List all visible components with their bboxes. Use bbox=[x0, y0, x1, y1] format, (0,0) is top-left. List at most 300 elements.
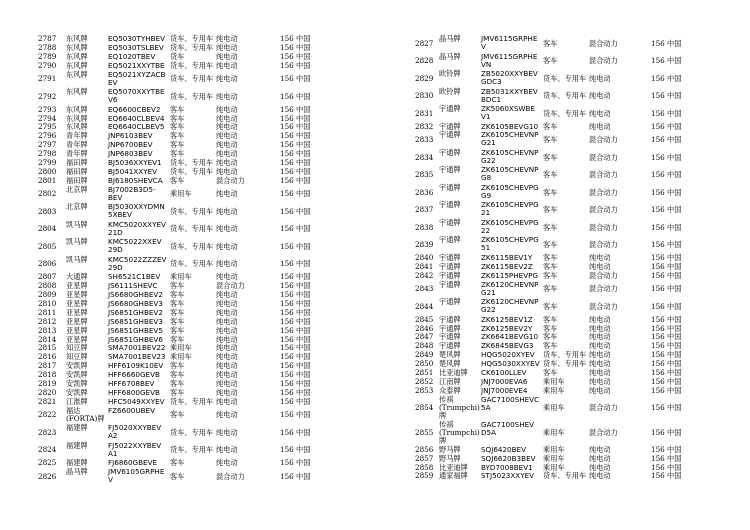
cell-no: 2795 bbox=[38, 122, 57, 132]
cell-no: 2809 bbox=[38, 290, 57, 299]
cell-brand: 福田牌 bbox=[66, 175, 88, 185]
cell-model: ZB5020XXYBEV GDC3 bbox=[481, 69, 538, 86]
cell-brand: 东风牌 bbox=[66, 51, 88, 61]
cell-no: 2829 bbox=[415, 73, 434, 83]
cell-no: 2792 bbox=[38, 91, 57, 101]
cell-power: 纯电动 bbox=[216, 158, 238, 167]
cell-type: 货车、专用车 bbox=[543, 108, 587, 118]
cell-model: FJ5020XXYBEV A2 bbox=[108, 423, 162, 441]
cell-cat: 156 中国 bbox=[651, 135, 682, 145]
cell-power: 纯电动 bbox=[216, 259, 238, 269]
cell-type: 乘用车 bbox=[543, 444, 565, 454]
cell-cat: 156 中国 bbox=[280, 361, 311, 371]
cell-cat: 156 中国 bbox=[651, 385, 682, 395]
cell-brand: 江南牌 bbox=[439, 376, 461, 386]
cell-model: JS6851GHBEV6 bbox=[108, 334, 163, 344]
cell-power: 纯电动 bbox=[216, 131, 238, 141]
cell-power: 纯电动 bbox=[216, 224, 238, 234]
cell-type: 客车 bbox=[543, 341, 558, 351]
cell-brand: 晶马牌 bbox=[439, 34, 461, 43]
cell-type: 货车、专用车 bbox=[543, 359, 587, 369]
cell-type: 客车 bbox=[543, 261, 558, 271]
cell-model: STJ5023XXYEV bbox=[481, 471, 535, 481]
cell-cat: 156 中国 bbox=[280, 149, 311, 159]
cell-model: JS6680GHBEV2 bbox=[108, 290, 163, 299]
cell-model: ZK6105CHEVPG 21 bbox=[481, 200, 539, 218]
cell-type: 客车 bbox=[170, 140, 185, 150]
cell-model: ZK6105CHEVNP G21 bbox=[481, 130, 539, 148]
cell-cat: 156 中国 bbox=[651, 108, 682, 118]
cell-type: 客车 bbox=[543, 152, 558, 162]
cell-no: 2815 bbox=[38, 343, 57, 353]
cell-power: 混合动力 bbox=[589, 135, 618, 145]
cell-brand: 亚星牌 bbox=[66, 307, 88, 317]
cell-model: EQ6640CLBEV4 bbox=[108, 113, 165, 123]
cell-brand: 亚星牌 bbox=[66, 334, 88, 344]
cell-type: 客车 bbox=[170, 122, 185, 132]
cell-type: 货车、专用车 bbox=[170, 206, 214, 216]
cell-brand: 宇通牌 bbox=[439, 165, 461, 175]
cell-model: ZK6105CHEVPG 51 bbox=[481, 235, 539, 253]
cell-brand: 传祺 (Trumpchi) 牌 bbox=[439, 419, 480, 445]
cell-model: SMA7001BEV23 bbox=[108, 352, 166, 362]
cell-brand: 众泰牌 bbox=[439, 385, 461, 395]
cell-type: 货车、专用车 bbox=[170, 34, 214, 43]
cell-cat: 156 中国 bbox=[651, 368, 682, 377]
cell-brand: 亚星牌 bbox=[66, 281, 88, 291]
cell-brand: 青年牌 bbox=[66, 140, 88, 150]
cell-brand: 宇通牌 bbox=[439, 261, 461, 271]
cell-model: HFF6660GEVB bbox=[108, 370, 160, 380]
cell-type: 乘用车 bbox=[170, 189, 192, 199]
cell-cat: 156 中国 bbox=[651, 332, 682, 342]
cell-model: ZK6105BEVG10 bbox=[481, 121, 539, 131]
cell-model: CK6100LLEV bbox=[481, 368, 527, 377]
cell-model: EQ5030TSLBEV bbox=[108, 42, 164, 52]
cell-model: HFF6708BEV bbox=[108, 379, 155, 388]
cell-type: 乘用车 bbox=[543, 453, 565, 463]
cell-brand: 楚风牌 bbox=[439, 359, 461, 369]
cell-type: 乘用车 bbox=[543, 403, 565, 413]
cell-model: JMV6115GRPHE V bbox=[481, 34, 538, 51]
cell-model: JS6851GHBEV3 bbox=[108, 316, 163, 326]
cell-model: ZK5060XSWBE V1 bbox=[481, 104, 535, 121]
cell-power: 纯电动 bbox=[216, 166, 238, 176]
cell-type: 客车 bbox=[170, 334, 185, 344]
cell-type: 客车 bbox=[170, 325, 185, 335]
cell-brand: 知豆牌 bbox=[66, 343, 88, 353]
cell-brand: 东风牌 bbox=[66, 113, 88, 123]
cell-brand: 宇通牌 bbox=[439, 341, 461, 351]
cell-cat: 156 中国 bbox=[651, 471, 682, 481]
cell-model: SQJ6620B3BEV bbox=[481, 453, 536, 463]
cell-brand: 东风牌 bbox=[66, 69, 88, 79]
cell-no: 2798 bbox=[38, 149, 57, 159]
cell-brand: 欧铃牌 bbox=[439, 86, 461, 96]
cell-no: 2846 bbox=[415, 323, 434, 333]
cell-type: 客车 bbox=[170, 370, 185, 380]
cell-no: 2800 bbox=[38, 166, 57, 176]
cell-type: 客车 bbox=[543, 252, 558, 262]
cell-power: 纯电动 bbox=[216, 361, 238, 371]
cell-power: 纯电动 bbox=[589, 108, 611, 118]
cell-no: 2859 bbox=[415, 471, 434, 481]
cell-no: 2832 bbox=[415, 121, 434, 131]
cell-power: 混合动力 bbox=[216, 281, 245, 291]
cell-cat: 156 中国 bbox=[280, 379, 311, 388]
cell-type: 客车 bbox=[543, 187, 558, 197]
cell-no: 2856 bbox=[415, 444, 434, 454]
cell-no: 2853 bbox=[415, 385, 434, 395]
cell-type: 客车 bbox=[543, 284, 558, 294]
cell-model: ZK6115BEV1Y bbox=[481, 252, 533, 262]
cell-type: 乘用车 bbox=[543, 376, 565, 386]
cell-type: 客车 bbox=[543, 135, 558, 145]
cell-type: 客车 bbox=[543, 222, 558, 232]
cell-brand: 东风牌 bbox=[66, 34, 88, 43]
cell-brand: 宇通牌 bbox=[439, 217, 461, 227]
cell-brand: 晶马牌 bbox=[439, 51, 461, 61]
cell-model: JS6111SHEVC bbox=[108, 281, 158, 291]
cell-type: 乘用车 bbox=[170, 352, 192, 362]
cell-power: 纯电动 bbox=[589, 332, 611, 342]
cell-cat: 156 中国 bbox=[280, 131, 311, 141]
cell-brand: 亚星牌 bbox=[66, 325, 88, 335]
cell-cat: 156 中国 bbox=[651, 444, 682, 454]
cell-cat: 156 中国 bbox=[280, 42, 311, 52]
cell-cat: 156 中国 bbox=[280, 91, 311, 101]
cell-cat: 156 中国 bbox=[651, 121, 682, 131]
cell-brand: 宇通牌 bbox=[439, 200, 461, 210]
cell-model: EQ1020TBEV bbox=[108, 51, 156, 61]
cell-type: 货车、专用车 bbox=[543, 471, 587, 481]
cell-power: 纯电动 bbox=[589, 314, 611, 324]
cell-brand: 东风牌 bbox=[66, 104, 88, 114]
cell-cat: 156 中国 bbox=[651, 261, 682, 271]
cell-cat: 156 中国 bbox=[280, 140, 311, 150]
cell-power: 纯电动 bbox=[216, 396, 238, 406]
cell-brand: 青年牌 bbox=[66, 149, 88, 159]
cell-brand: 宇通牌 bbox=[439, 182, 461, 192]
cell-no: 2803 bbox=[38, 206, 57, 216]
cell-model: EQ5021XYZACB EV bbox=[108, 69, 166, 87]
cell-type: 客车 bbox=[170, 307, 185, 317]
cell-power: 混合动力 bbox=[589, 170, 618, 180]
cell-type: 客车 bbox=[543, 38, 558, 48]
cell-brand: 东风牌 bbox=[66, 42, 88, 52]
cell-type: 货车、专用车 bbox=[170, 74, 214, 84]
cell-cat: 156 中国 bbox=[651, 284, 682, 294]
cell-type: 客车 bbox=[170, 298, 185, 308]
cell-model: EQ6640CLBEV5 bbox=[108, 122, 165, 132]
cell-no: 2857 bbox=[415, 453, 434, 463]
cell-brand: 亚星牌 bbox=[66, 316, 88, 326]
cell-brand: 比亚迪牌 bbox=[439, 462, 468, 472]
cell-power: 纯电动 bbox=[589, 471, 611, 481]
cell-no: 2858 bbox=[415, 462, 434, 472]
cell-model: BJ7002B3D5- BEV bbox=[108, 184, 156, 202]
cell-brand: 通家福牌 bbox=[439, 471, 468, 481]
cell-no: 2842 bbox=[415, 270, 434, 280]
cell-no: 2819 bbox=[38, 379, 57, 388]
cell-type: 客车 bbox=[543, 121, 558, 131]
cell-power: 纯电动 bbox=[216, 343, 238, 353]
cell-cat: 156 中国 bbox=[280, 259, 311, 269]
cell-cat: 156 中国 bbox=[280, 189, 311, 199]
cell-model: ZK6641BEVG10 bbox=[481, 332, 539, 342]
cell-type: 客车 bbox=[543, 332, 558, 342]
cell-no: 2814 bbox=[38, 334, 57, 344]
cell-type: 客车 bbox=[170, 113, 185, 123]
cell-cat: 156 中国 bbox=[651, 56, 682, 66]
cell-cat: 156 中国 bbox=[651, 403, 682, 413]
cell-cat: 156 中国 bbox=[280, 343, 311, 353]
cell-model: BJ6180SHEVCA bbox=[108, 175, 163, 185]
cell-type: 乘用车 bbox=[170, 272, 192, 282]
cell-no: 2850 bbox=[415, 359, 434, 369]
cell-brand: 野马牌 bbox=[439, 453, 461, 463]
cell-model: JNJ7000EVE4 bbox=[481, 385, 528, 395]
cell-type: 客车 bbox=[170, 387, 185, 397]
cell-no: 2826 bbox=[38, 471, 57, 481]
cell-model: BJ5041XXYEV bbox=[108, 166, 158, 176]
cell-power: 纯电动 bbox=[216, 290, 238, 299]
cell-brand: 宇通牌 bbox=[439, 297, 461, 307]
cell-brand: 野马牌 bbox=[439, 444, 461, 454]
cell-type: 客车 bbox=[543, 270, 558, 280]
cell-no: 2847 bbox=[415, 332, 434, 342]
cell-power: 纯电动 bbox=[589, 444, 611, 454]
cell-type: 客车 bbox=[170, 281, 185, 291]
cell-power: 纯电动 bbox=[216, 410, 238, 420]
cell-cat: 156 中国 bbox=[280, 104, 311, 114]
cell-brand: 青年牌 bbox=[66, 131, 88, 141]
cell-type: 货车、专用车 bbox=[170, 91, 214, 101]
cell-model: HFF6800GEVB bbox=[108, 387, 160, 397]
cell-type: 货车、专用车 bbox=[543, 91, 587, 101]
cell-type: 客车 bbox=[170, 290, 185, 299]
cell-power: 纯电动 bbox=[216, 298, 238, 308]
cell-power: 纯电动 bbox=[216, 60, 238, 70]
cell-cat: 156 中国 bbox=[651, 240, 682, 250]
cell-cat: 156 中国 bbox=[651, 462, 682, 472]
cell-power: 纯电动 bbox=[589, 252, 611, 262]
cell-cat: 156 中国 bbox=[280, 334, 311, 344]
cell-brand: 东风牌 bbox=[66, 122, 88, 132]
cell-type: 客车 bbox=[170, 471, 185, 481]
cell-no: 2813 bbox=[38, 325, 57, 335]
cell-power: 纯电动 bbox=[216, 325, 238, 335]
cell-cat: 156 中国 bbox=[280, 122, 311, 132]
cell-no: 2811 bbox=[38, 307, 57, 317]
cell-power: 纯电动 bbox=[216, 241, 238, 251]
cell-cat: 156 中国 bbox=[280, 458, 311, 468]
cell-brand: 福达 (FORTA)牌 bbox=[66, 405, 105, 423]
cell-brand: 宇通牌 bbox=[439, 147, 461, 157]
cell-brand: 江淮牌 bbox=[66, 396, 88, 406]
cell-power: 混合动力 bbox=[589, 222, 618, 232]
cell-type: 客车 bbox=[170, 149, 185, 159]
cell-power: 纯电动 bbox=[589, 350, 611, 360]
cell-brand: 宇通牌 bbox=[439, 252, 461, 262]
cell-power: 纯电动 bbox=[589, 359, 611, 369]
cell-no: 2816 bbox=[38, 352, 57, 362]
cell-power: 混合动力 bbox=[589, 152, 618, 162]
cell-model: BJ5036XXYEV1 bbox=[108, 158, 162, 167]
cell-no: 2821 bbox=[38, 396, 57, 406]
cell-power: 纯电动 bbox=[216, 104, 238, 114]
cell-model: HQG5020XYEV bbox=[481, 350, 535, 360]
cell-power: 纯电动 bbox=[216, 42, 238, 52]
cell-brand: 东风牌 bbox=[66, 60, 88, 70]
cell-cat: 156 中国 bbox=[280, 427, 311, 437]
cell-type: 客车 bbox=[170, 410, 185, 420]
cell-cat: 156 中国 bbox=[651, 270, 682, 280]
cell-brand: 安凯牌 bbox=[66, 387, 88, 397]
cell-cat: 156 中国 bbox=[280, 60, 311, 70]
cell-type: 客车 bbox=[543, 314, 558, 324]
cell-no: 2807 bbox=[38, 272, 57, 282]
cell-type: 客车 bbox=[543, 56, 558, 66]
cell-cat: 156 中国 bbox=[651, 252, 682, 262]
cell-power: 纯电动 bbox=[589, 462, 611, 472]
cell-brand: 宇通牌 bbox=[439, 104, 461, 113]
cell-model: JS6851GHBEV5 bbox=[108, 325, 163, 335]
cell-power: 混合动力 bbox=[589, 56, 618, 66]
cell-cat: 156 中国 bbox=[651, 91, 682, 101]
cell-model: SMA7001BEV22 bbox=[108, 343, 166, 353]
cell-model: GAC7100SHEV D5A bbox=[481, 419, 535, 437]
cell-model: ZK6125BEV2Y bbox=[481, 323, 533, 333]
cell-cat: 156 中国 bbox=[651, 187, 682, 197]
cell-type: 货车、专用车 bbox=[543, 73, 587, 83]
cell-model: HQG5030XXYEV bbox=[481, 359, 540, 369]
cell-power: 纯电动 bbox=[589, 368, 611, 377]
cell-no: 2818 bbox=[38, 370, 57, 380]
cell-power: 纯电动 bbox=[589, 385, 611, 395]
cell-model: KMC5022XXEV 29D bbox=[108, 237, 162, 255]
cell-cat: 156 中国 bbox=[280, 445, 311, 455]
cell-model: ZB5031XXYBEV BDC1 bbox=[481, 86, 538, 104]
cell-model: FZ6600UBEV bbox=[108, 405, 155, 415]
cell-cat: 156 中国 bbox=[280, 370, 311, 380]
cell-no: 2827 bbox=[415, 38, 434, 48]
cell-power: 纯电动 bbox=[589, 73, 611, 83]
cell-no: 2796 bbox=[38, 131, 57, 141]
cell-type: 客车 bbox=[543, 323, 558, 333]
cell-cat: 156 中国 bbox=[651, 205, 682, 215]
cell-model: HFF6109K10EV bbox=[108, 361, 164, 371]
cell-brand: 亚星牌 bbox=[66, 298, 88, 308]
cell-power: 纯电动 bbox=[216, 189, 238, 199]
cell-no: 2836 bbox=[415, 187, 434, 197]
cell-no: 2849 bbox=[415, 350, 434, 360]
cell-cat: 156 中国 bbox=[280, 307, 311, 317]
cell-no: 2824 bbox=[38, 445, 57, 455]
cell-power: 纯电动 bbox=[216, 316, 238, 326]
cell-no: 2790 bbox=[38, 60, 57, 70]
cell-model: JNP6103BEV bbox=[108, 131, 153, 141]
cell-brand: 福建牌 bbox=[66, 423, 88, 433]
cell-power: 纯电动 bbox=[216, 352, 238, 362]
cell-no: 2839 bbox=[415, 240, 434, 250]
cell-no: 2802 bbox=[38, 189, 57, 199]
cell-brand: 凯马牌 bbox=[66, 254, 88, 264]
cell-cat: 156 中国 bbox=[651, 170, 682, 180]
cell-type: 乘用车 bbox=[543, 428, 565, 438]
cell-brand: 比亚迪牌 bbox=[439, 368, 468, 377]
cell-no: 2830 bbox=[415, 91, 434, 101]
cell-brand: 安凯牌 bbox=[66, 361, 88, 371]
cell-model: ZK6845BEVG3 bbox=[481, 341, 534, 351]
cell-type: 客车 bbox=[170, 361, 185, 371]
cell-no: 2789 bbox=[38, 51, 57, 61]
cell-power: 纯电动 bbox=[216, 113, 238, 123]
cell-model: BYD7008BEV1 bbox=[481, 462, 533, 472]
cell-brand: 宇通牌 bbox=[439, 270, 461, 280]
cell-brand: 宇通牌 bbox=[439, 130, 461, 140]
cell-power: 混合动力 bbox=[589, 187, 618, 197]
cell-model: ZK6105CHEVNP G22 bbox=[481, 147, 539, 165]
cell-no: 2820 bbox=[38, 387, 57, 397]
cell-brand: 传祺 (Trumpchi) 牌 bbox=[439, 394, 480, 420]
cell-no: 2831 bbox=[415, 108, 434, 118]
cell-no: 2852 bbox=[415, 376, 434, 386]
cell-model: JMV6105GRPHE V bbox=[108, 467, 165, 485]
cell-power: 混合动力 bbox=[589, 301, 618, 311]
cell-model: EQ5021XXYTBE bbox=[108, 60, 165, 70]
cell-power: 混合动力 bbox=[589, 403, 618, 413]
cell-no: 2805 bbox=[38, 241, 57, 251]
cell-no: 2797 bbox=[38, 140, 57, 150]
cell-power: 混合动力 bbox=[216, 175, 245, 185]
cell-type: 货车、专用车 bbox=[170, 445, 214, 455]
cell-power: 混合动力 bbox=[589, 428, 618, 438]
cell-cat: 156 中国 bbox=[280, 74, 311, 84]
cell-brand: 福建牌 bbox=[66, 440, 88, 450]
cell-power: 纯电动 bbox=[216, 379, 238, 388]
cell-type: 客车 bbox=[170, 316, 185, 326]
cell-no: 2810 bbox=[38, 298, 57, 308]
cell-power: 纯电动 bbox=[216, 387, 238, 397]
cell-cat: 156 中国 bbox=[280, 158, 311, 167]
cell-power: 混合动力 bbox=[216, 471, 245, 481]
cell-power: 纯电动 bbox=[589, 91, 611, 101]
cell-type: 货车、专用车 bbox=[170, 158, 214, 167]
cell-brand: 东风牌 bbox=[66, 87, 88, 97]
cell-brand: 北京牌 bbox=[66, 202, 88, 212]
cell-power: 纯电动 bbox=[589, 376, 611, 386]
cell-no: 2822 bbox=[38, 410, 57, 420]
cell-model: JNJ7000EVA6 bbox=[481, 376, 528, 386]
cell-power: 纯电动 bbox=[589, 323, 611, 333]
cell-model: JNP6803BEV bbox=[108, 149, 153, 159]
cell-cat: 156 中国 bbox=[651, 453, 682, 463]
cell-power: 混合动力 bbox=[589, 38, 618, 48]
cell-model: SQJ6420BEV bbox=[481, 444, 527, 454]
cell-brand: 楚风牌 bbox=[439, 350, 461, 360]
cell-model: HFC5049XXYEV bbox=[108, 396, 165, 406]
cell-type: 客车 bbox=[543, 240, 558, 250]
cell-power: 纯电动 bbox=[216, 427, 238, 437]
cell-brand: 欧铃牌 bbox=[439, 69, 461, 78]
cell-cat: 156 中国 bbox=[651, 323, 682, 333]
cell-no: 2794 bbox=[38, 113, 57, 123]
cell-no: 2806 bbox=[38, 259, 57, 269]
cell-cat: 156 中国 bbox=[280, 396, 311, 406]
cell-no: 2855 bbox=[415, 428, 434, 438]
cell-no: 2851 bbox=[415, 368, 434, 377]
